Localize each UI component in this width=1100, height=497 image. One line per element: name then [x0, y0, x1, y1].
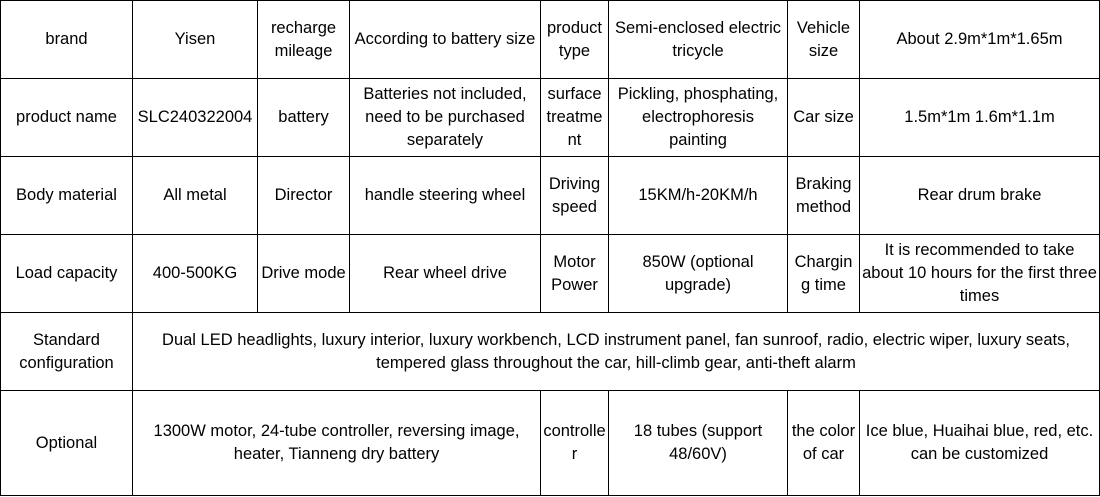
label-brand: brand	[1, 1, 133, 79]
label-motor-power: Motor Power	[541, 235, 609, 313]
value-optional: 1300W motor, 24-tube controller, reversing image, heater, Tianneng dry battery	[133, 391, 541, 496]
label-car-color: the color of car	[788, 391, 860, 496]
value-motor-power: 850W (optional upgrade)	[609, 235, 788, 313]
value-standard-configuration: Dual LED headlights, luxury interior, luxury workbench, LCD instrument panel, fan sunroof, radio, electric wiper, luxury seats, tempered glass throughout the car, hill-climb gear, anti-theft alarm	[133, 313, 1100, 391]
table-row	[1, 391, 1100, 496]
table-row	[1, 1, 1100, 79]
value-driving-speed: 15KM/h-20KM/h	[609, 157, 788, 235]
value-product-type: Semi-enclosed electric tricycle	[609, 1, 788, 79]
value-controller: 18 tubes (support 48/60V)	[609, 391, 788, 496]
value-director: handle steering wheel	[350, 157, 541, 235]
value-load-capacity: 400-500KG	[133, 235, 258, 313]
value-recharge-mileage: According to battery size	[350, 1, 541, 79]
label-battery: battery	[258, 79, 350, 157]
label-product-type: product type	[541, 1, 609, 79]
table-row	[1, 157, 1100, 235]
value-car-size: 1.5m*1m 1.6m*1.1m	[860, 79, 1100, 157]
label-charging-time: Chargin g time	[788, 235, 860, 313]
label-vehicle-size: Vehicle size	[788, 1, 860, 79]
label-director: Director	[258, 157, 350, 235]
label-body-material: Body material	[1, 157, 133, 235]
label-car-size: Car size	[788, 79, 860, 157]
value-battery: Batteries not included, need to be purchased separately	[350, 79, 541, 157]
value-vehicle-size: About 2.9m*1m*1.65m	[860, 1, 1100, 79]
value-braking-method: Rear drum brake	[860, 157, 1100, 235]
table-row	[1, 79, 1100, 157]
label-recharge-mileage: recharge mileage	[258, 1, 350, 79]
label-controller: controlle r	[541, 391, 609, 496]
label-product-name: product name	[1, 79, 133, 157]
label-braking-method: Braking method	[788, 157, 860, 235]
label-load-capacity: Load capacity	[1, 235, 133, 313]
value-charging-time: It is recommended to take about 10 hours for the first three times	[860, 235, 1100, 313]
value-car-color: Ice blue, Huaihai blue, red, etc. can be customized	[860, 391, 1100, 496]
value-product-name: SLC240322004	[133, 79, 258, 157]
label-drive-mode: Drive mode	[258, 235, 350, 313]
value-body-material: All metal	[133, 157, 258, 235]
table-row	[1, 313, 1100, 391]
label-driving-speed: Driving speed	[541, 157, 609, 235]
value-drive-mode: Rear wheel drive	[350, 235, 541, 313]
label-optional: Optional	[1, 391, 133, 496]
value-surface-treatment: Pickling, phosphating, electrophoresis painting	[609, 79, 788, 157]
table-row	[1, 235, 1100, 313]
label-standard-configuration: Standard configuration	[1, 313, 133, 391]
label-surface-treatment: surface treatme nt	[541, 79, 609, 157]
value-brand: Yisen	[133, 1, 258, 79]
